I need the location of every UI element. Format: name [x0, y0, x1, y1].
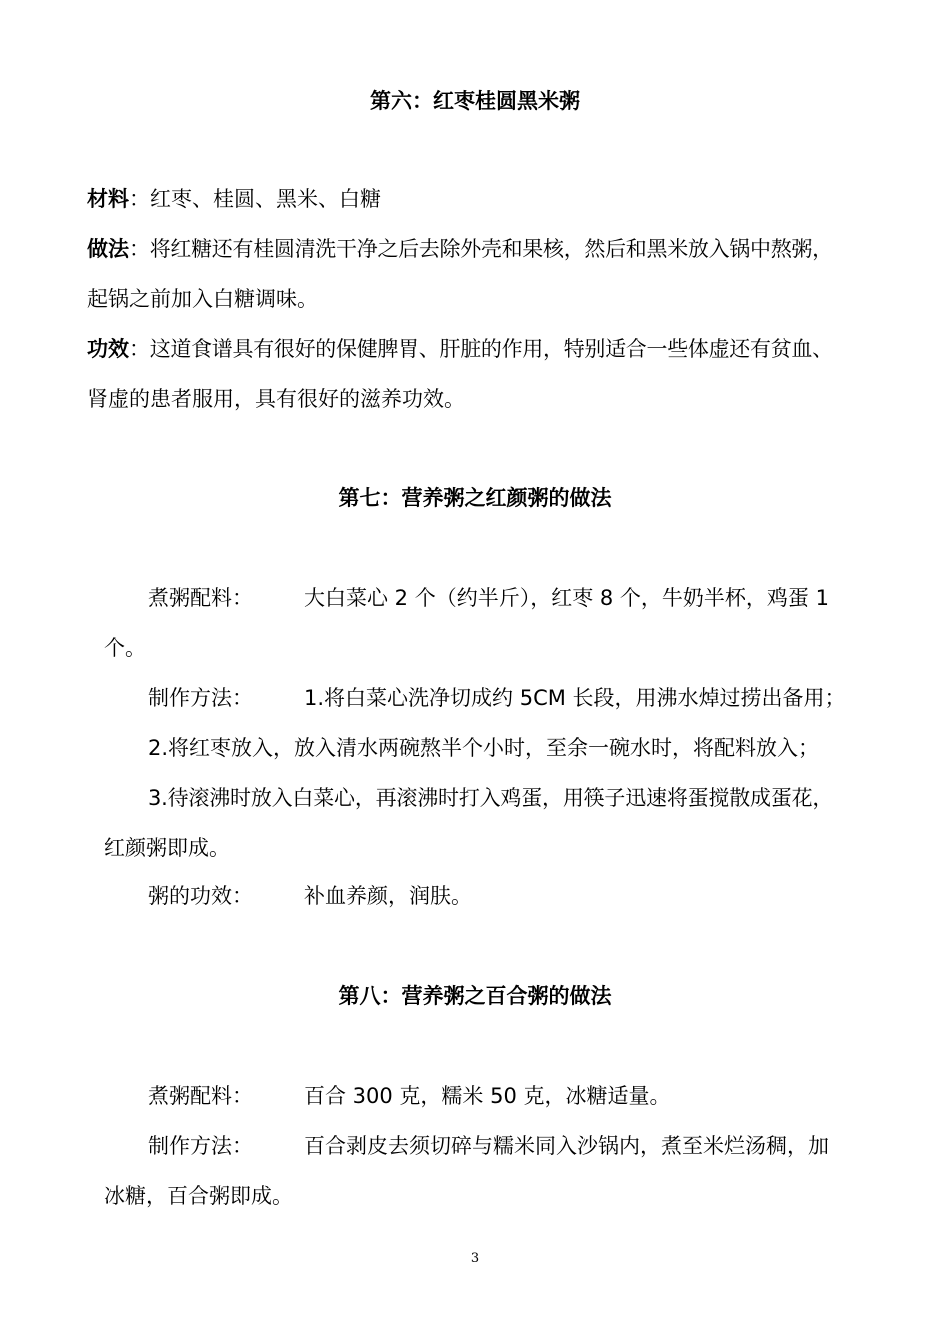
page-number: 3 [470, 1251, 480, 1266]
effect-text: ：这道食谱具有很好的保健脾胃、肝脏的作用，特别适合一些体虚还有贫血、 [129, 337, 833, 361]
section7-method-step3-line2: 红颜粥即成。 [104, 836, 230, 860]
section7-method-step3-line1: 3.待滚沸时放入白菜心，再滚沸时打入鸡蛋，用筷子迅速将蛋搅散成蛋花， [148, 786, 834, 810]
section8-title: 第八：营养粥之百合粥的做法 [338, 984, 612, 1008]
section7-title: 第七：营养粥之红颜粥的做法 [338, 486, 612, 510]
section6-effect-line2: 肾虚的患者服用，具有很好的滋养功效。 [87, 387, 465, 411]
section8-ingredients-text: 百合 300 克，糯米 50 克，冰糖适量。 [304, 1084, 671, 1108]
section7-effect-label: 粥的功效： [148, 884, 253, 908]
section6-title: 第六：红枣桂圆黑米粥 [370, 89, 580, 113]
section8-method-line2: 冰糖，百合粥即成。 [104, 1184, 293, 1208]
section7-ingredients-label: 煮粥配料： [148, 586, 253, 610]
section7-method-step1: 1.将白菜心洗净切成约 5CM 长段，用沸水焯过捞出备用； [304, 686, 846, 710]
section6-method-line2: 起锅之前加入白糖调味。 [87, 287, 318, 311]
section7-ingredients-line2: 个。 [104, 636, 146, 660]
method-text: ：将红糖还有桂圆清洗干净之后去除外壳和果核，然后和黑米放入锅中熬粥， [129, 237, 833, 261]
materials-label: 材料 [87, 187, 129, 211]
section8-method-label: 制作方法： [148, 1134, 253, 1158]
section7-ingredients-line1: 大白菜心 2 个（约半斤），红枣 8 个，牛奶半杯，鸡蛋 1 [304, 586, 829, 610]
section8-method-line1: 百合剥皮去须切碎与糯米同入沙锅内，煮至米烂汤稠，加 [304, 1134, 829, 1158]
section7-effect-text: 补血养颜，润肤。 [304, 884, 472, 908]
section7-method-label: 制作方法： [148, 686, 253, 710]
method-label: 做法 [87, 237, 129, 261]
section6-materials [87, 184, 381, 214]
section7-method-step2: 2.将红枣放入，放入清水两碗熬半个小时，至余一碗水时，将配料放入； [148, 736, 820, 760]
section8-ingredients-label: 煮粥配料： [148, 1084, 253, 1108]
materials-text: ：红枣、桂圆、黑米、白糖 [129, 187, 381, 211]
effect-label: 功效 [87, 337, 129, 361]
section6-effect-line1 [87, 334, 833, 364]
section6-method-line1 [87, 234, 833, 264]
